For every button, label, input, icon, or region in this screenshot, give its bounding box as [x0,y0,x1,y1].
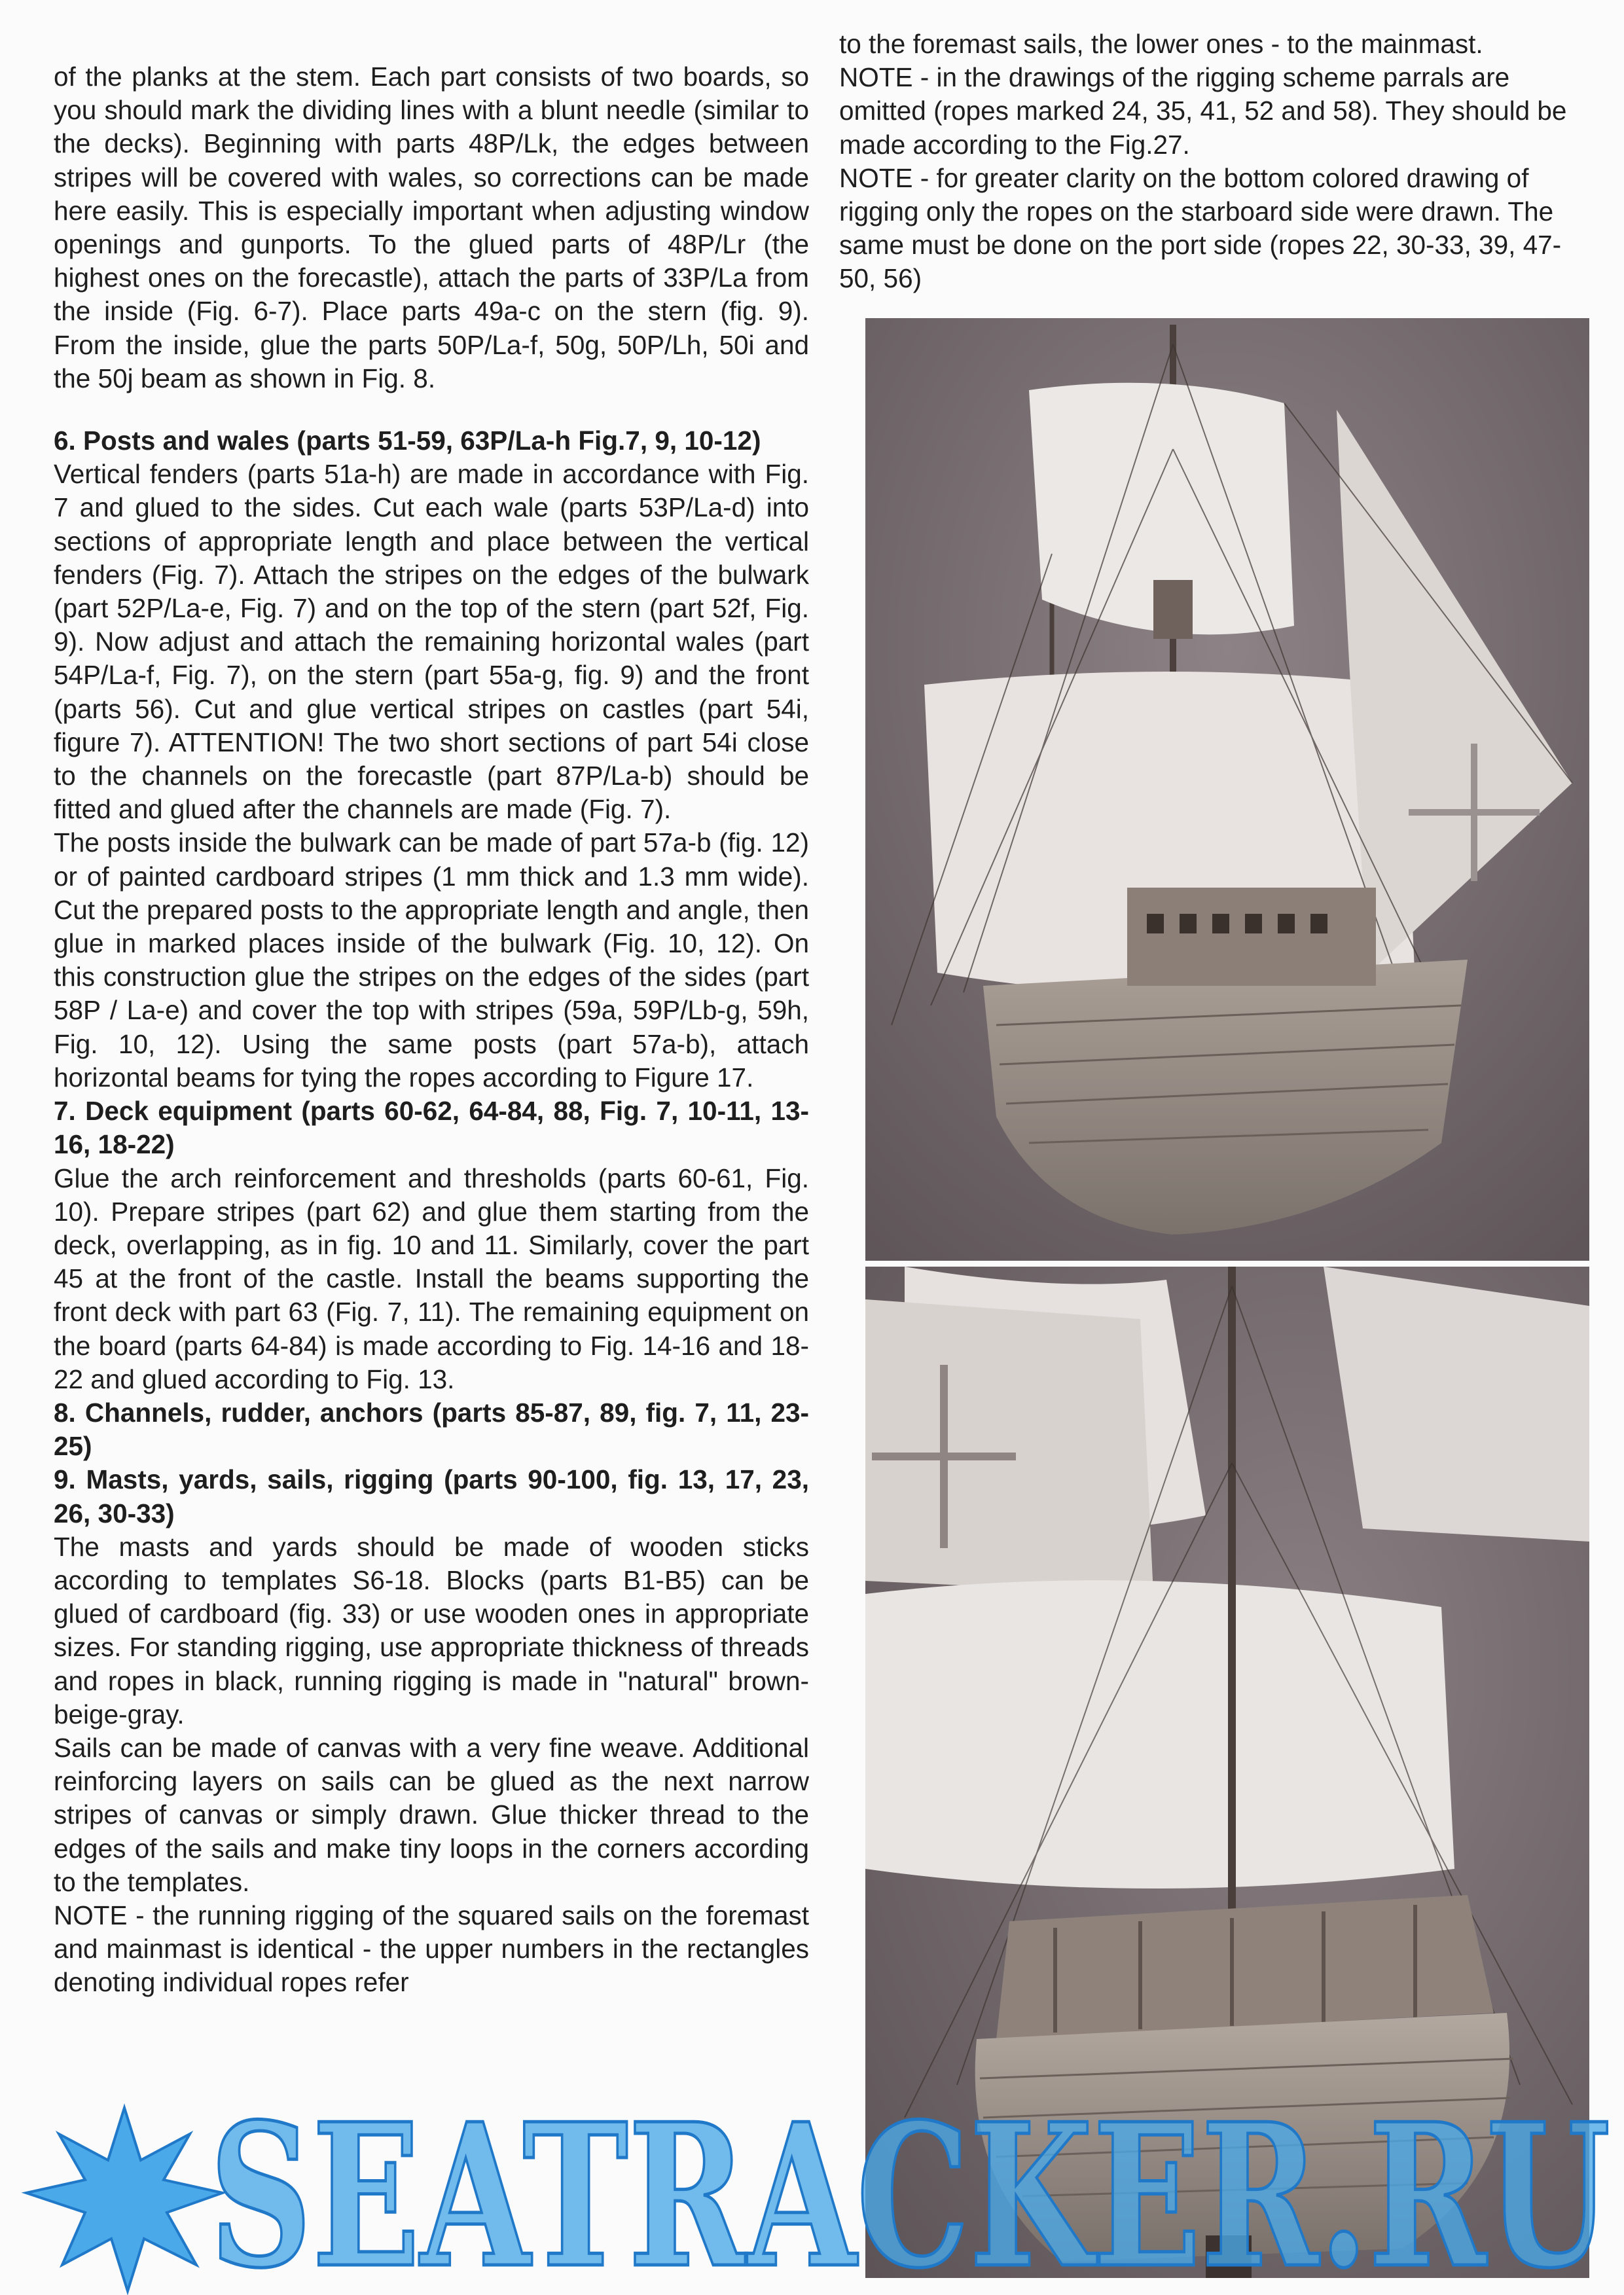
watermark [0,2088,1624,2295]
paragraph-note-running-rigging: NOTE - the running rigging of the squared sails on the foremast and mainmast is identical - the upper numbers in the rectangles denoting individual ropes refer [54,1900,809,1998]
paragraph-note-parrals: NOTE - in the drawings of the rigging scheme parrals are omitted (ropes marked 24, 35, 41, 52 and 58). They should be made according to the Fig.27. [839,62,1567,160]
watermark-text: SEATRACKER.RU [209,2088,1610,2295]
paragraph-posts-bulwark: The posts inside the bulwark can be made of part 57a-b (fig. 12) or of painted cardboard stripes (1 mm thick and 1.3 mm wide). Cut the prepared posts to the appropriate length and angle, then glue in marked places inside of the bulwark (Fig. 10, 12). On this construction glue the stripes on the edges of the sides (part 58P / La-e) and cover the top with stripes (59a, 59P/Lb-g, 59h, Fig. 10, 12). Using the same posts (part 57a-b), attach horizontal beams for tying the ropes according to Figure 17. [54,827,809,1093]
heading-masts-yards-sails: 9. Masts, yards, sails, rigging (parts 90-100, fig. 13, 17, 23, 26, 30-33) [54,1464,809,1528]
paragraph-sails: Sails can be made of canvas with a very fine weave. Additional reinforcing layers on sails can be glued as the next narrow stripes of canvas or simply drawn. Glue thicker thread to the edges of the sails and make tiny loops in the corners according to the templates. [54,1732,809,1897]
right-text-column [839,27,1592,296]
paragraph-masts-yards: The masts and yards should be made of wooden sticks according to templates S6-18. Blocks (parts B1-B5) can be glued of cardboard (fig. 33) or use wooden ones in appropriate sizes. For standing rigging, use appropriate thickness of threads and ropes in black, running rigging is made in "natural" brown-beige-gray. [54,1531,809,1729]
paragraph-deck-equipment: Glue the arch reinforcement and thresholds (parts 60-61, Fig. 10). Prepare stripes (part 62) and glue them starting from the deck, overlapping, as in fig. 10 and 11. Similarly, cover the part 45 at the front of the castle. Install the beams supporting the front deck with part 63 (Fig. 7, 11). The remaining equipment on the board (parts 64-84) is made according to Fig. 14-16 and 18-22 and glued according to Fig. 13. [54,1163,809,1394]
ship-photo-front [865,318,1589,1261]
paragraph-vertical-fenders: Vertical fenders (parts 51a-h) are made in accordance with Fig. 7 and glued to the sides. Cut each wale (parts 53P/La-d) into sections of appropriate length and place between the vertical fenders (Fig. 7). Attach the stripes on the edges of the bulwark (part 52P/La-e, Fig. 7) and on the top of the stern (part 52f, Fig. 9). Now adjust and attach the remaining horizontal wales (part 54P/La-f, Fig. 7), on the stern (part 55a-g, fig. 9) and the front (parts 56). Cut and glue vertical stripes on castles (part 54i, figure 7). ATTENTION! The two short sections of part 54i close to the channels on the forecastle (part 87P/La-b) should be fitted and glued after the channels are made (Fig. 7). [54,459,809,825]
left-text-column [54,60,809,2000]
paragraph-note-starboard: NOTE - for greater clarity on the bottom colored drawing of rigging only the ropes on the starboard side were drawn. The same must be done on the port side (ropes 22, 30-33, 39, 47-50, 56) [839,162,1562,294]
starburst-icon [26,2108,223,2291]
heading-posts-and-wales: 6. Posts and wales (parts 51-59, 63P/La-h Fig.7, 9, 10-12) [54,425,761,456]
paragraph-planks: of the planks at the stem. Each part consists of two boards, so you should mark the dividing lines with a blunt needle (similar to the decks). Beginning with parts 48P/Lk, the edges between stripes will be covered with wales, so corrections can be made here easily. This is especially important when adjusting window openings and gunports. To the glued parts of 48P/Lr (the highest ones on the forecastle), attach the parts of 33P/La from the inside (Fig. 6-7). Place parts 49a-c on the stern (fig. 9). From the inside, glue the parts 50P/La-f, 50g, 50P/Lh, 50i and the 50j beam as shown in Fig. 8. [54,62,809,393]
heading-deck-equipment: 7. Deck equipment (parts 60-62, 64-84, 88, Fig. 7, 10-11, 13-16, 18-22) [54,1096,809,1160]
paragraph-foremast-sails: to the foremast sails, the lower ones - to the mainmast. [839,29,1483,59]
heading-channels-rudder-anchors: 8. Channels, rudder, anchors (parts 85-87, 89, fig. 7, 11, 23-25) [54,1397,809,1462]
